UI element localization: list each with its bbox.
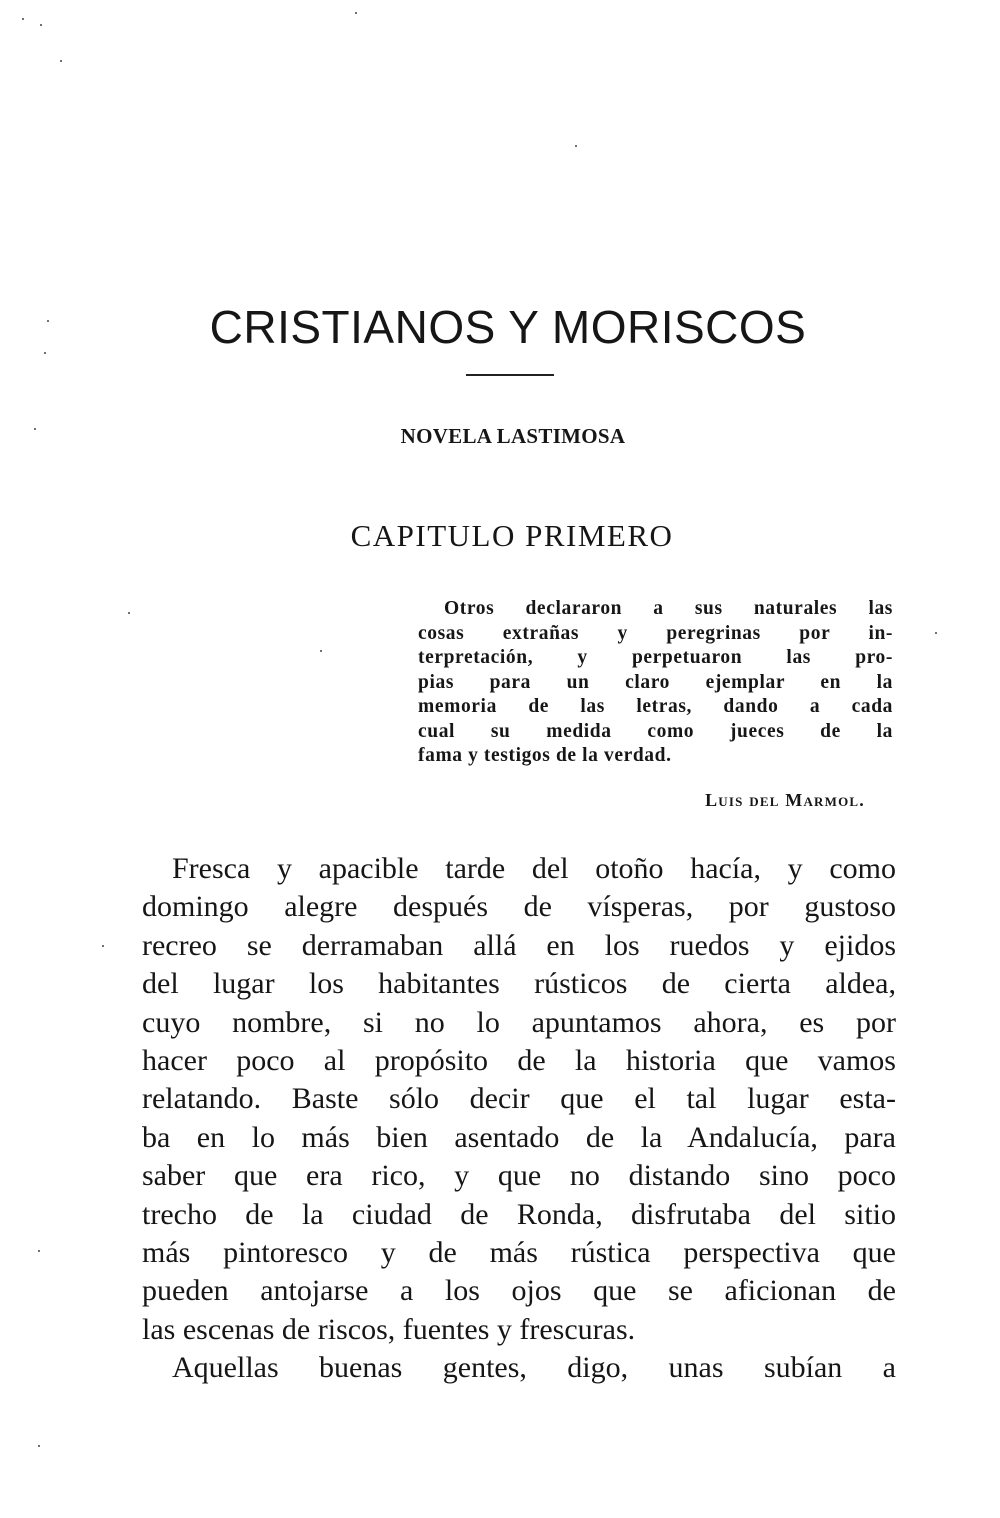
epigraph-line: cosas extrañas y peregrinas por in-	[418, 622, 893, 644]
body-line: Fresca y apacible tarde del otoño hacía, y como	[172, 852, 896, 885]
epigraph-line: terpretación, y perpetuaron las pro-	[418, 647, 893, 668]
body-line: hacer poco al propósito de la historia que vamos	[142, 1044, 896, 1078]
epigraph-line: cual su medida como jueces de la	[418, 720, 893, 742]
body-line: cuyo nombre, si no lo apuntamos ahora, es por	[142, 1005, 896, 1039]
body-line: ba en lo más bien asentado de la Andalucía, para	[142, 1120, 896, 1154]
body-line: trecho de la ciudad de Ronda, disfrutaba del sitio	[142, 1197, 896, 1231]
epigraph-line: Otros declararon a sus naturales las	[444, 598, 893, 619]
epigraph-attribution: Luis del Marmol.	[705, 790, 865, 810]
body-line: domingo alegre después de vísperas, por gustoso	[142, 890, 896, 924]
body-line: del lugar los habitantes rústicos de cierta aldea,	[142, 967, 896, 1001]
body-line: las escenas de riscos, fuentes y frescuras.	[142, 1312, 636, 1346]
chapter-heading: CAPITULO PRIMERO	[350, 518, 674, 553]
book-title: CRISTIANOS Y MORISCOS	[209, 301, 807, 353]
subtitle: NOVELA LASTIMOSA	[400, 424, 626, 448]
epigraph-line: memoria de las letras, dando a cada	[418, 696, 893, 717]
epigraph-line: fama y testigos de la verdad.	[418, 745, 672, 766]
epigraph-line: pias para un claro ejemplar en la	[418, 671, 893, 693]
epigraph	[418, 597, 893, 769]
body-line: Aquellas buenas gentes, digo, unas subían a	[172, 1351, 896, 1385]
body-text	[142, 850, 896, 1388]
title-rule	[466, 374, 554, 376]
body-line: relatando. Baste sólo decir que el tal lugar esta-	[142, 1082, 896, 1116]
body-line: saber que era rico, y que no distando sino poco	[142, 1159, 896, 1193]
body-line: pueden antojarse a los ojos que se aficionan de	[142, 1274, 896, 1308]
body-line: más pintoresco y de más rústica perspectiva que	[142, 1236, 896, 1270]
body-line: recreo se derramaban allá en los ruedos y ejidos	[142, 928, 896, 962]
